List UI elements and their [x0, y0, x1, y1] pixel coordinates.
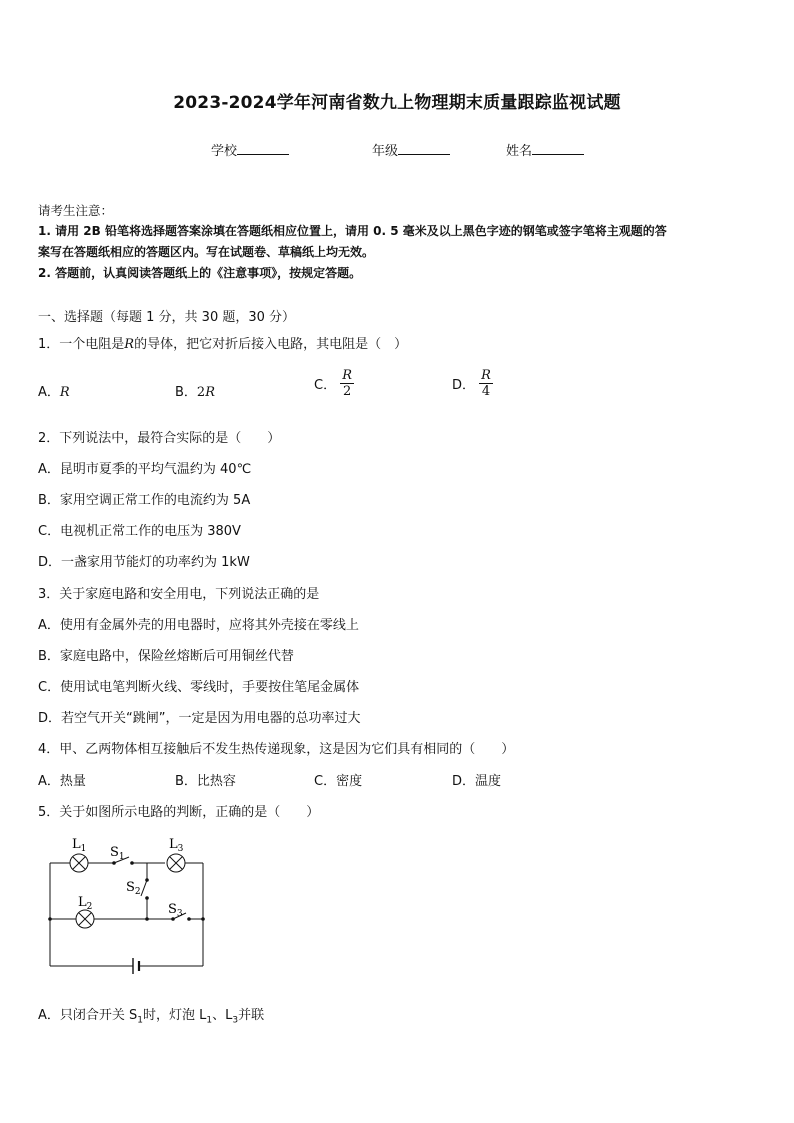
question-4-stem: 4．甲、乙两物体相互接触后不发生热传递现象，这是因为它们具有相同的（ ） — [38, 742, 515, 757]
grade-blank[interactable] — [398, 142, 450, 155]
grade-label: 年级 — [372, 144, 399, 159]
q1-option-a[interactable] — [38, 381, 70, 400]
q1-d-denominator: 4 — [481, 384, 491, 399]
school-blank[interactable] — [237, 142, 289, 155]
q5-a-l1-sub: 1 — [206, 1015, 213, 1026]
name-label: 姓名 — [506, 144, 533, 159]
q5-a-text-2: 时，灯泡 L — [143, 1008, 207, 1023]
q1-stem-pre: 1．一个电阻是 — [38, 337, 125, 352]
q2-option-b[interactable]: B．家用空调正常工作的电流约为 5A — [38, 493, 251, 508]
notice-item-1-line-1: 1. 请用 2B 铅笔将选择题答案涂填在答题纸相应位置上，请用 0. 5 毫米及以上黑色字迹的钢笔或签字笔将主观题的答 — [38, 224, 667, 238]
q3-option-b[interactable]: B．家庭电路中，保险丝熔断后可用铜丝代替 — [38, 649, 294, 664]
q1-stem-var: R — [124, 337, 135, 352]
q4-option-c[interactable]: C．密度 — [314, 774, 363, 789]
question-2-stem: 2．下列说法中，最符合实际的是（ ） — [38, 431, 281, 446]
q1-d-fraction — [479, 368, 493, 399]
question-3-stem: 3．关于家庭电路和安全用电，下列说法正确的是 — [38, 587, 320, 602]
q5-option-a[interactable] — [38, 1004, 264, 1026]
q1-option-c[interactable] — [314, 368, 354, 399]
page-title: 2023-2024学年河南省数九上物理期末质量跟踪监视试题 — [173, 93, 621, 113]
q1-d-label: D． — [452, 378, 476, 393]
q4-option-d[interactable]: D．温度 — [452, 774, 502, 789]
q1-c-denominator: 2 — [342, 384, 352, 399]
q1-option-d[interactable] — [452, 368, 493, 399]
school-field — [211, 140, 289, 159]
q1-c-fraction — [340, 368, 354, 399]
label-l2: $L_2$ — [78, 895, 93, 912]
label-l1: $L_1$ — [72, 837, 87, 854]
q3-option-a[interactable]: A．使用有金属外壳的用电器时，应将其外壳接在零线上 — [38, 618, 359, 633]
q5-a-text-1: A．只闭合开关 S — [38, 1008, 138, 1023]
q3-option-d[interactable]: D．若空气开关“跳闸”，一定是因为用电器的总功率过大 — [38, 711, 361, 726]
q1-stem-post: 的导体，把它对折后接入电路，其电阻是（ ） — [134, 337, 408, 352]
circuit-diagram — [40, 830, 220, 975]
school-label: 学校 — [211, 144, 238, 159]
q1-d-numerator: R — [481, 368, 491, 383]
q5-a-text-3: 、L — [212, 1008, 233, 1023]
q1-c-numerator: R — [342, 368, 353, 383]
q1-b-var: R — [205, 385, 215, 400]
q1-b-label: B． — [175, 385, 197, 400]
q2-option-d[interactable]: D．一盏家用节能灯的功率约为 1kW — [38, 555, 250, 570]
q1-b-number: 2 — [196, 385, 206, 400]
q5-a-l3-sub: 3 — [232, 1015, 239, 1026]
q4-option-b[interactable]: B．比热容 — [175, 774, 236, 789]
q1-c-label: C． — [314, 378, 337, 393]
notice-heading: 请考生注意： — [38, 203, 114, 218]
q1-option-b[interactable] — [175, 381, 215, 400]
q1-a-value: R — [59, 385, 70, 400]
grade-field — [372, 140, 450, 159]
q5-a-s-sub: 1 — [137, 1015, 144, 1026]
label-l3: $L_3$ — [169, 837, 184, 854]
question-5-stem: 5．关于如图所示电路的判断，正确的是（ ） — [38, 805, 320, 820]
section-heading: 一、选择题（每题 1 分，共 30 题，30 分） — [38, 310, 296, 325]
name-field — [506, 140, 584, 159]
label-s3: $S_3$ — [168, 902, 183, 919]
q5-a-text-4: 并联 — [238, 1008, 265, 1023]
q2-option-c[interactable]: C．电视机正常工作的电压为 380V — [38, 524, 241, 539]
notice-item-1-line-2: 案写在答题纸相应的答题区内。写在试题卷、草稿纸上均无效。 — [38, 245, 375, 259]
q2-option-a[interactable]: A．昆明市夏季的平均气温约为 40℃ — [38, 462, 252, 477]
label-s1: $S_1$ — [110, 845, 125, 862]
label-s2: $S_2$ — [126, 880, 141, 897]
q4-option-a[interactable]: A．热量 — [38, 774, 86, 789]
q3-option-c[interactable]: C．使用试电笔判断火线、零线时，手要按住笔尾金属体 — [38, 680, 360, 695]
question-1-stem — [38, 333, 407, 352]
name-blank[interactable] — [532, 142, 584, 155]
notice-item-2: 2. 答题前，认真阅读答题纸上的《注意事项》，按规定答题。 — [38, 266, 362, 280]
q1-a-label: A． — [38, 385, 60, 400]
